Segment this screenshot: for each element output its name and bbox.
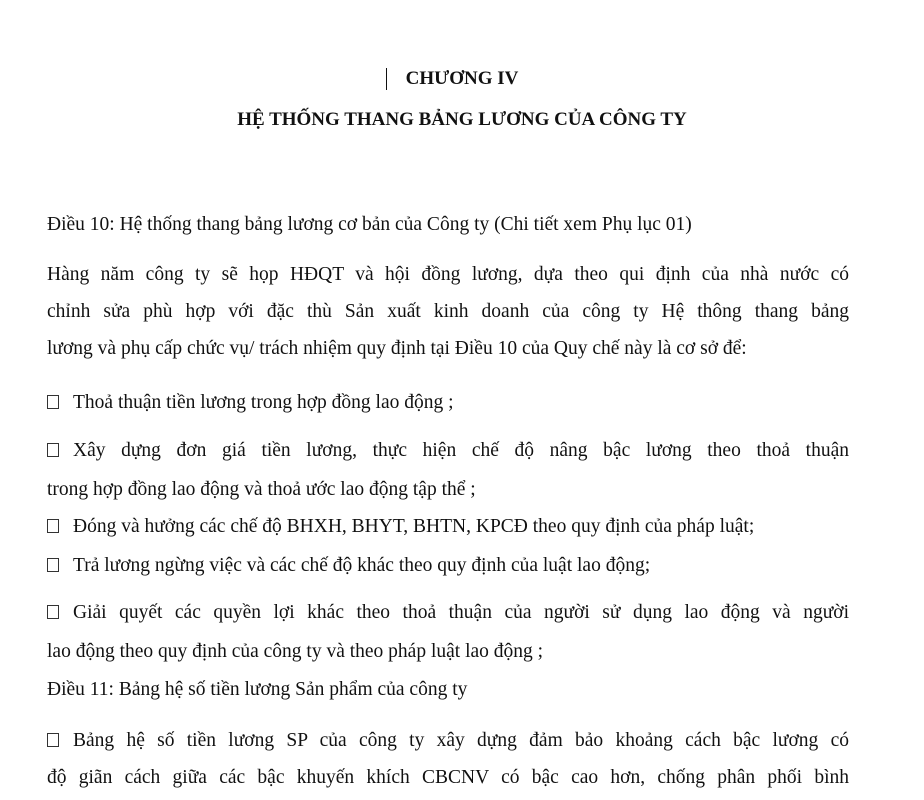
paragraph-line: chỉnh sửa phù hợp với đặc thù Sản xuất kinh doanh của công ty Hệ thông thang bảng [47,301,849,322]
list-item [47,438,849,464]
list-item [47,600,849,626]
bullet-box-icon [47,519,59,533]
list-item [47,553,849,579]
paragraph-line: Hàng năm công ty sẽ họp HĐQT và hội đồng lương, dựa theo qui định của nhà nước có [47,264,849,285]
list-item-text: Trả lương ngừng việc và các chế độ khác theo quy định của luật lao động; [73,555,651,576]
bullet-box-icon [47,443,59,457]
article-10-heading: Điều 10: Hệ thống thang bảng lương cơ bản của Công ty (Chi tiết xem Phụ lục 01) [47,214,692,235]
list-item [47,390,849,416]
bullet-box-icon [47,733,59,747]
paragraph-line: lương và phụ cấp chức vụ/ trách nhiệm quy định tại Điều 10 của Quy chế này là cơ sở để: [47,338,747,359]
bullet-box-icon [47,605,59,619]
list-item-text: Xây dựng đơn giá tiền lương, thực hiện chế độ nâng bậc lương theo thoả thuận [73,440,849,461]
list-item-text: Đóng và hưởng các chế độ BHXH, BHYT, BHTN, KPCĐ theo quy định của pháp luật; [73,516,755,537]
list-item-text: Bảng hệ số tiền lương SP của công ty xây dựng đảm bảo khoảng cách bậc lương có [73,730,849,751]
list-item-continuation: trong hợp đồng lao động và thoả ước lao động tập thể ; [47,479,476,500]
chapter-title: CHƯƠNG IV [405,68,519,89]
bullet-box-icon [47,395,59,409]
list-item [47,728,849,754]
list-item-text: Giải quyết các quyền lợi khác theo thoả thuận của người sử dụng lao động và người [73,602,849,623]
list-item [47,514,849,540]
chapter-subtitle: HỆ THỐNG THANG BẢNG LƯƠNG CỦA CÔNG TY [237,109,687,130]
article-11-heading: Điều 11: Bảng hệ số tiền lương Sản phẩm của công ty [47,679,468,700]
list-item-continuation: lao động theo quy định của công ty và theo pháp luật lao động ; [47,641,544,662]
list-item-text: Thoả thuận tiền lương trong hợp đồng lao động ; [73,392,454,413]
list-item-continuation: độ giãn cách giữa các bậc khuyến khích CBCNV có bậc cao hơn, chống phân phối bình [47,767,849,788]
bullet-box-icon [47,558,59,572]
